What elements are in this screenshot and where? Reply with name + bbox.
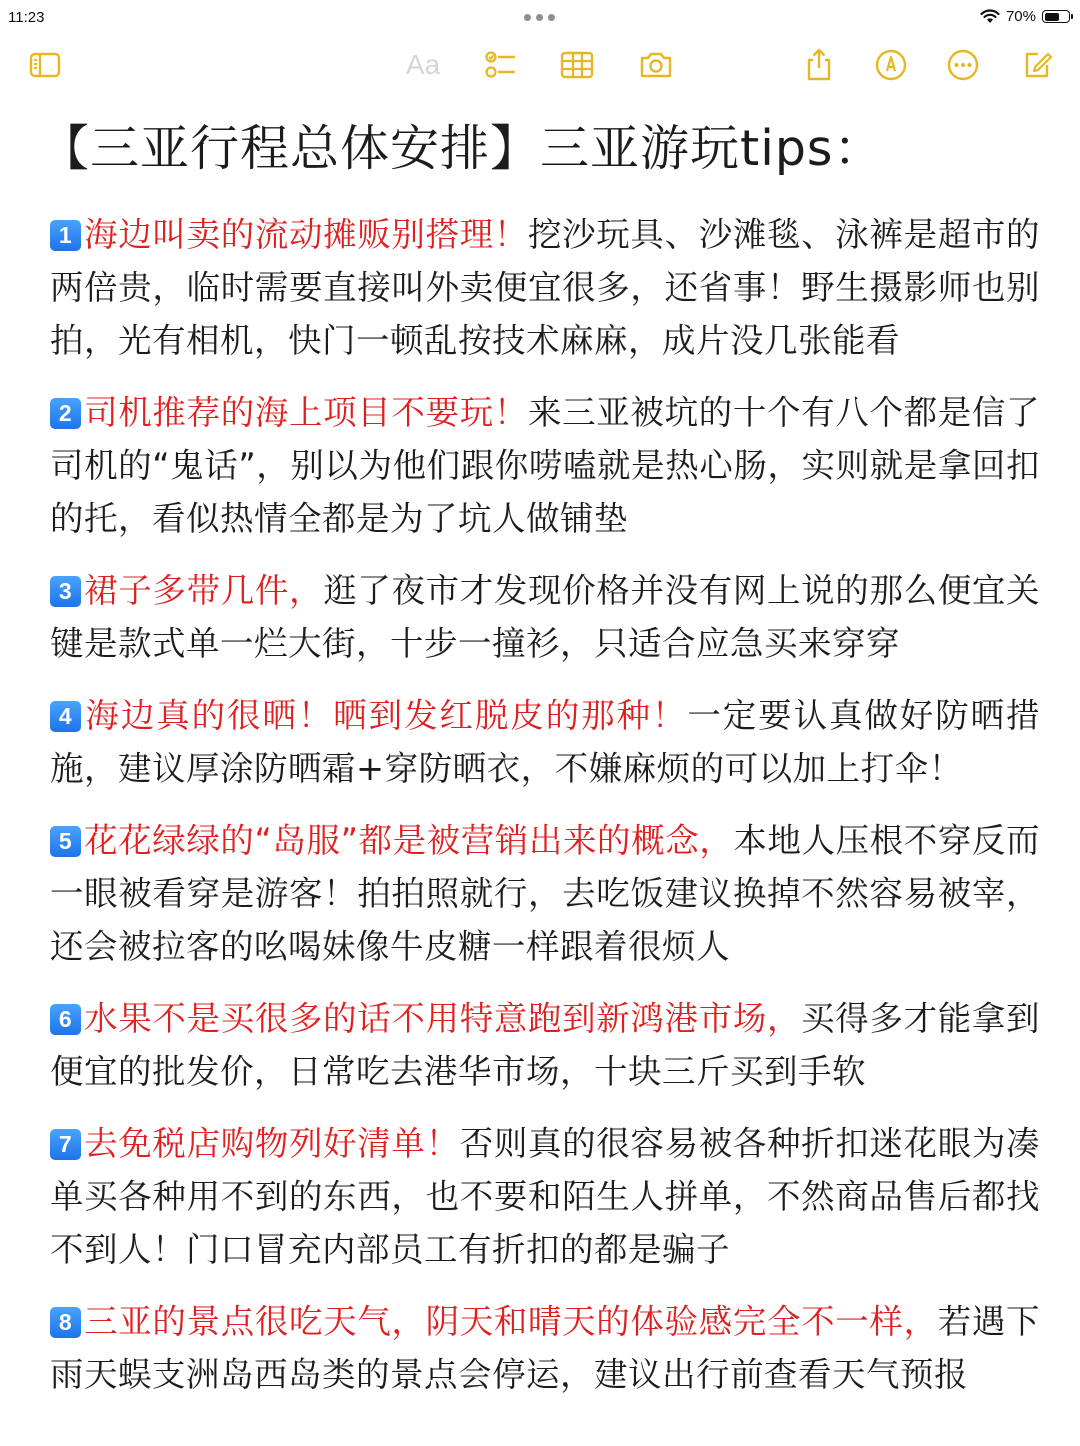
keycap-number-icon: 2 [50,398,81,429]
share-button[interactable] [796,42,842,88]
tip-highlight: 去免税店购物列好清单！ [84,1124,460,1163]
keycap-number-icon: 7 [50,1129,81,1160]
keycap-number-icon: 3 [50,576,81,607]
tip-highlight: 三亚的景点很吃天气，阴天和晴天的体验感完全不一样， [84,1302,938,1341]
compose-icon [1018,46,1056,84]
tip-highlight: 司机推荐的海上项目不要玩！ [84,393,528,432]
battery-percent: 70% [1005,8,1036,25]
table-icon [558,46,596,84]
compose-button[interactable] [1014,42,1060,88]
tip-item [50,1295,1040,1401]
notes-toolbar [0,42,1080,90]
status-time: 11:23 [8,9,45,26]
tip-body: 买得多才能拿到便宜的批发价，日常吃去港华市场，十块三斤买到手软 [50,999,1041,1091]
tip-highlight: 裙子多带几件， [84,571,324,610]
tip-highlight: 花花绿绿的“岛服”都是被营销出来的概念， [84,821,734,860]
tip-body: 若遇下雨天蜈支洲岛西岛类的景点会停运，建议出行前查看天气预报 [50,1302,1041,1394]
tip-item [50,814,1040,973]
tip-item [50,208,1040,367]
tip-item [50,1117,1040,1276]
note-title: 【三亚行程总体安排】三亚游玩tips： [40,120,884,177]
tip-highlight: 水果不是买很多的话不用特意跑到新鸿港市场， [84,999,802,1038]
keycap-number-icon: 6 [50,1004,81,1035]
keycap-number-icon: 5 [50,826,81,857]
tip-item [50,689,1040,795]
tip-highlight: 海边叫卖的流动摊贩别搭理！ [84,215,528,254]
checklist-icon [481,46,519,84]
pen-markup-icon [872,46,910,84]
share-icon [800,46,838,84]
text-format-label: Aa [405,49,441,80]
keycap-number-icon: 4 [50,701,81,732]
wifi-icon [980,9,1000,24]
note-content[interactable] [40,108,1041,1420]
tip-item [50,386,1040,545]
sidebar-toggle-button[interactable] [22,42,68,88]
battery-icon [1042,10,1070,23]
keycap-number-icon: 8 [50,1307,81,1338]
tip-body: 来三亚被坑的十个有八个都是信了司机的“鬼话”，别以为他们跟你唠嗑就是热心肠，实则就是拿回扣的托，看似热情全都是为了坑人做铺垫 [50,393,1040,538]
camera-button[interactable] [633,42,679,88]
markup-button[interactable] [868,42,914,88]
tip-body: 本地人压根不穿反而一眼被看穿是游客！拍拍照就行，去吃饭建议换掉不然容易被宰，还会被拉客的吆喝妹像牛皮糖一样跟着很烦人 [50,821,1041,966]
sidebar-icon [26,46,64,84]
tip-body: 否则真的很容易被各种折扣迷花眼为凑单买各种用不到的东西，也不要和陌生人拼单，不然商品售后都找不到人！门口冒充内部员工有折扣的都是骗子 [50,1124,1041,1269]
multitasking-dots-icon[interactable] [524,14,555,21]
tip-body: 一定要认真做好防晒措施，建议厚涂防晒霜+穿防晒衣，不嫌麻烦的可以加上打伞！ [50,696,1041,788]
tip-body: 挖沙玩具、沙滩毯、泳裤是超市的两倍贵，临时需要直接叫外卖便宜很多，还省事！野生摄影师也别拍，光有相机，快门一顿乱按技术麻麻，成片没几张能看 [50,215,1040,360]
tip-highlight: 海边真的很晒！晒到发红脱皮的那种！ [84,696,688,735]
status-bar [0,0,1080,38]
tips-list [50,208,1040,1401]
table-button[interactable] [554,42,600,88]
tip-body: 逛了夜市才发现价格并没有网上说的那么便宜关键是款式单一烂大街，十步一撞衫，只适合应急买来穿穿 [50,571,1041,663]
ellipsis-icon [944,46,982,84]
more-button[interactable] [940,42,986,88]
keycap-number-icon: 1 [50,220,81,251]
camera-icon [637,46,675,84]
text-format-button[interactable] [400,42,446,88]
tip-item [50,564,1040,670]
status-right [980,8,1070,25]
tip-item [50,992,1040,1098]
checklist-button[interactable] [477,42,523,88]
battery-level [1045,13,1060,21]
